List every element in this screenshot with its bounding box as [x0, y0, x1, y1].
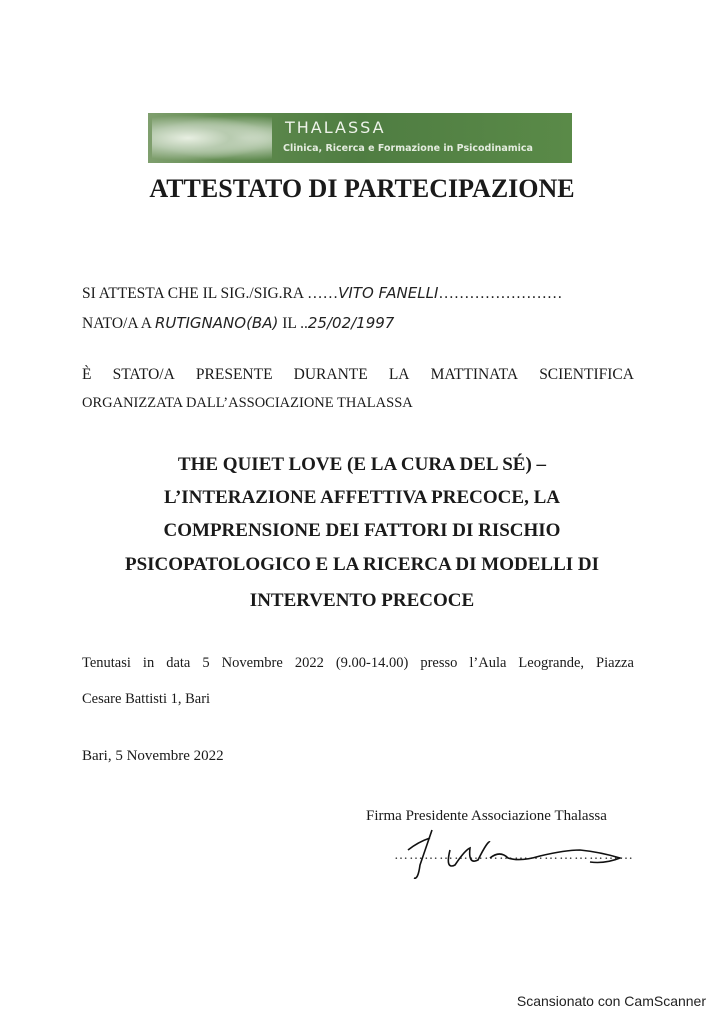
logo-subtitle: Clinica, Ricerca e Formazione in Psicodinamica	[283, 143, 533, 154]
event-title-line: INTERVENTO PRECOCE	[249, 590, 475, 611]
word: (9.00-14.00)	[335, 655, 409, 671]
word: LA	[388, 366, 410, 383]
logo-artwork-icon	[152, 115, 272, 161]
word: SCIENTIFICA	[539, 366, 634, 383]
signature-icon	[390, 820, 630, 890]
word: Novembre	[221, 655, 283, 671]
place-date: Bari, 5 Novembre 2022	[82, 748, 224, 764]
presence-line-1	[82, 366, 634, 384]
signature-label: Firma Presidente Associazione Thalassa	[366, 808, 607, 824]
signature-dotted-line: …………………………………………	[394, 848, 634, 863]
birthplace: RUTIGNANO	[154, 314, 247, 332]
word: Leogrande,	[518, 655, 585, 671]
details-line-1	[82, 655, 634, 672]
event-title-line: COMPRENSIONE DEI FATTORI DI RISCHIO	[163, 520, 561, 541]
word: PRESENTE	[195, 366, 273, 383]
participant-name: VITO FANELLI	[338, 284, 439, 302]
birthplace-label: NATO/A A	[82, 315, 152, 332]
attestation-name-line: SI ATTESTA CHE IL SIG./SIG.RA ……VITO FANELLI……………………	[82, 284, 563, 302]
word: 5	[202, 655, 210, 671]
logo-name: THALASSA	[285, 118, 386, 137]
birth-date: 25/02/1997	[307, 314, 395, 332]
event-title-line: THE QUIET LOVE (E LA CURA DEL SÉ) –	[177, 454, 547, 475]
word: data	[166, 655, 191, 671]
details-line-2: Cesare Battisti 1, Bari	[82, 691, 211, 707]
word: È	[82, 366, 92, 383]
word: l’Aula	[469, 655, 507, 671]
word: STATO/A	[112, 366, 175, 383]
thalassa-logo	[148, 113, 572, 163]
event-title-line: PSICOPATOLOGICO E LA RICERCA DI MODELLI DI	[124, 554, 600, 575]
document-title: ATTESTATO DI PARTECIPAZIONE	[149, 174, 575, 203]
province: (BA)	[246, 314, 279, 332]
presence-line-2: ORGANIZZATA DALL’ASSOCIAZIONE THALASSA	[82, 395, 413, 411]
word: in	[142, 655, 155, 671]
word: Tenutasi	[82, 655, 131, 671]
birth-date-label: IL	[282, 315, 297, 332]
attestation-birth-line: NATO/A A RUTIGNANO(BA) IL ..25/02/1997	[82, 314, 395, 332]
event-title-line: L’INTERAZIONE AFFETTIVA PRECOCE, LA	[164, 487, 560, 508]
word: MATTINATA	[430, 366, 519, 383]
word: Piazza	[596, 655, 634, 671]
word: DURANTE	[293, 366, 368, 383]
name-label: SI ATTESTA CHE IL SIG./SIG.RA	[82, 285, 304, 302]
word: 2022	[294, 655, 324, 671]
camscanner-footer: Scansionato con CamScanner	[516, 993, 706, 1009]
word: presso	[420, 655, 458, 671]
